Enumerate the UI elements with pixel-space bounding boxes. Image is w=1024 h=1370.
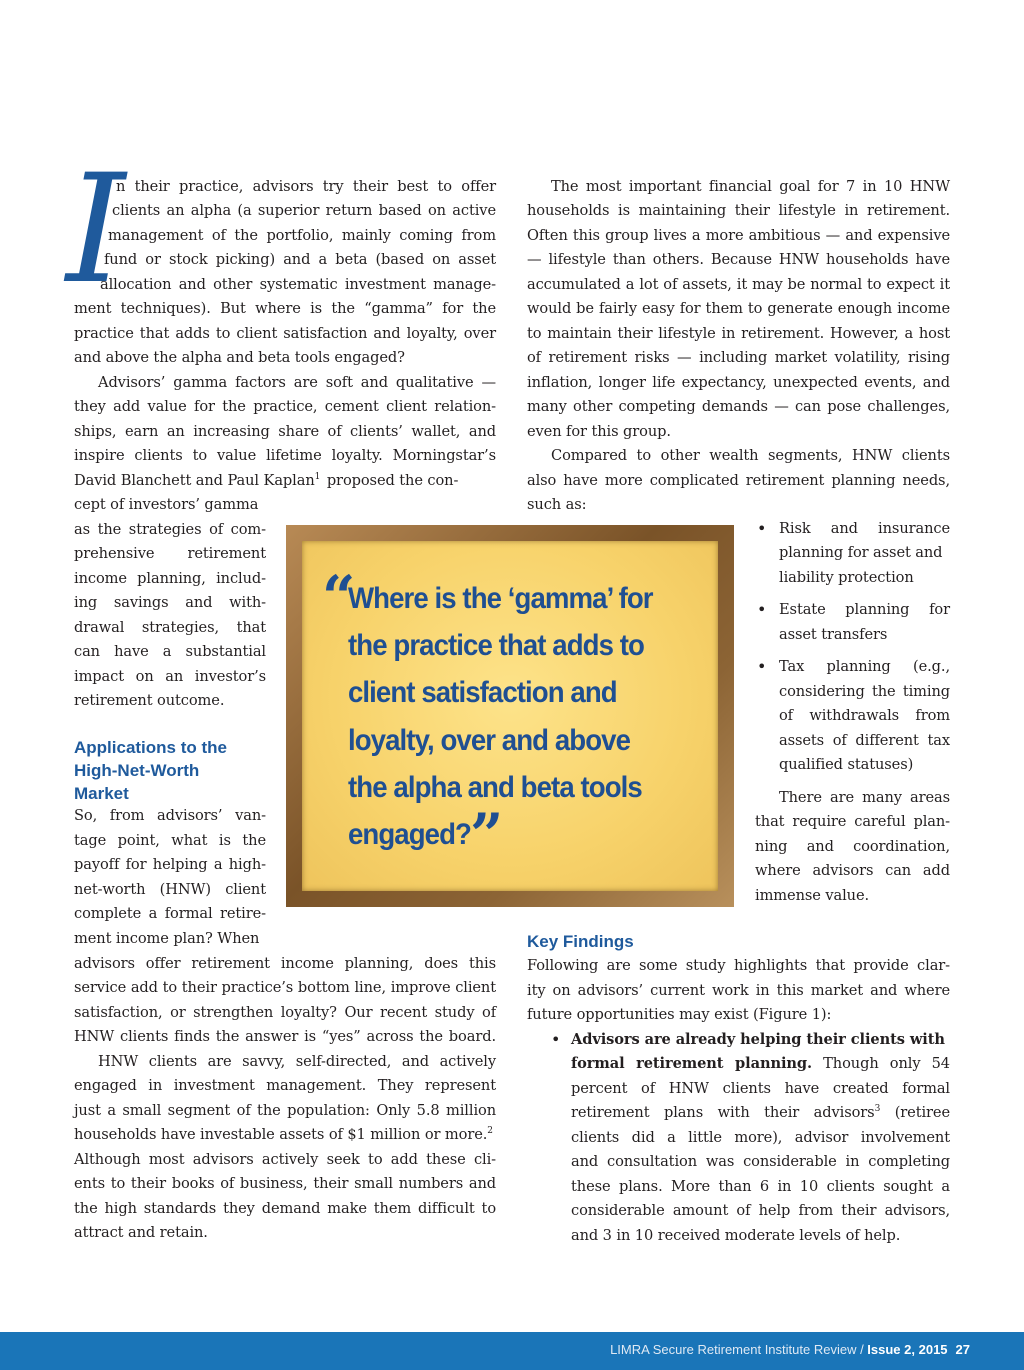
bullet-icon: • (551, 1030, 561, 1049)
page-number: 27 (955, 1342, 970, 1357)
text-line: accumulated a lot of assets, it may be normal to expect it (527, 276, 950, 293)
text-line: net-worth (HNW) client (74, 881, 266, 898)
text-line: ment income plan? When (74, 930, 260, 947)
text-line: even for this group. (527, 423, 671, 440)
text-line: So, from advisors’ van- (74, 807, 266, 824)
footer-bar (0, 1332, 1024, 1370)
text-line: many other competing demands — can pose challenges, (527, 398, 950, 415)
text-line: cept of investors’ gamma (74, 496, 259, 513)
text-line: Following are some study highlights that provide clar- (527, 957, 950, 974)
footnote-ref: 1 (314, 472, 321, 483)
text-line: and above the alpha and beta tools engaged? (74, 349, 405, 366)
pull-quote-line: loyalty, over and above (348, 724, 631, 757)
text-line: of withdrawals from (779, 707, 950, 724)
bullet-icon: • (757, 519, 767, 538)
text-line: considering the timing (779, 683, 950, 700)
bullet-icon: • (757, 657, 767, 676)
text-line: Risk and insurance (779, 520, 950, 537)
publication-name: LIMRA Secure Retirement Institute Review / (610, 1342, 868, 1357)
footer-citation (610, 1342, 970, 1357)
text-line: where advisors can add (755, 862, 950, 879)
text-line: fund or stock picking) and a beta (based on asset (104, 251, 496, 268)
text-line: Estate planning for (779, 601, 950, 618)
text-line: asset transfers (779, 626, 888, 643)
close-quote-mark: ” (470, 801, 504, 869)
text-line: would be fairly easy for them to generate enough income (527, 300, 950, 317)
text-line: Advisors are already helping their clients with (571, 1031, 945, 1048)
open-quote-mark: “ (322, 563, 356, 631)
text-line: attract and retain. (74, 1224, 208, 1241)
issue-label: Issue 2, 2015 (867, 1342, 948, 1357)
text-line: ity on advisors’ current work in this market and where (527, 982, 950, 999)
text-line: as the strategies of com- (74, 521, 266, 538)
text-line: management of the portfolio, mainly coming from (108, 227, 496, 244)
text-line: Advisors’ gamma factors are soft and qualitative — (98, 374, 496, 391)
text-line: considerable amount of help from their advisors, (571, 1202, 950, 1219)
text-line: The most important financial goal for 7 in 10 HNW (551, 178, 950, 195)
text-line: ning and coordination, (755, 838, 950, 855)
text-line: liability protection (779, 569, 914, 586)
section-heading: Applications to the High-Net-Worth Market (74, 738, 227, 803)
text-line: income planning, includ- (74, 570, 266, 587)
text-line: advisors offer retirement income planning, does this (74, 955, 496, 972)
bullet-icon: • (757, 600, 767, 619)
text-line: satisfaction, or strengthen loyalty? Our recent study of (74, 1004, 496, 1021)
section-heading: Key Findings (527, 932, 634, 951)
text-line: ing savings and with- (74, 594, 266, 611)
text-line: future opportunities may exist (Figure 1): (527, 1006, 832, 1023)
text-line: inflation, longer life expectancy, unexpected events, and (527, 374, 950, 391)
text-line: Compared to other wealth segments, HNW clients (551, 447, 950, 464)
text-line: ents to their books of business, their small numbers and (74, 1175, 496, 1192)
text-line: engaged in investment management. They represent (74, 1077, 496, 1094)
drop-cap: I (66, 143, 126, 317)
text-line: to maintain their lifestyle in retirement. However, a host (527, 325, 950, 342)
text-line: tage point, what is the (74, 832, 266, 849)
text-line: — lifestyle than others. Because HNW households have (527, 251, 950, 268)
text-line: HNW clients finds the answer is “yes” across the board. (74, 1028, 496, 1045)
text-line: planning for asset and (779, 544, 943, 561)
text-line: allocation and other systematic investment manage- (100, 276, 496, 293)
text-line: Tax planning (e.g., (779, 658, 950, 675)
text-line: and consultation was considerable in completing (571, 1153, 950, 1170)
text-line: that require careful plan- (755, 813, 950, 830)
text-line: and 3 in 10 received moderate levels of help. (571, 1227, 901, 1244)
text-line: drawal strategies, that (74, 619, 266, 636)
text-line: David Blanchett and Paul Kaplan$^1$ proposed the con- (74, 472, 459, 489)
text-line: prehensive retirement (74, 545, 266, 562)
text-line: n their practice, advisors try their best to offer (116, 178, 496, 195)
text-line: qualified statuses) (779, 756, 914, 773)
pull-quote-line: Where is the ‘gamma’ for (348, 582, 653, 615)
text-line: There are many areas (779, 789, 950, 806)
text-line: HNW clients are savvy, self-directed, and actively (98, 1053, 496, 1070)
text-line: the high standards they demand make them difficult to (74, 1200, 496, 1217)
text-line: payoff for helping a high- (74, 856, 266, 873)
text-line: assets of different tax (779, 732, 950, 749)
text-line: retirement plans with their advisors$^3$ (retiree (571, 1104, 950, 1121)
text-line: practice that adds to client satisfaction and loyalty, over (74, 325, 496, 342)
text-line: clients an alpha (a superior return based on active (112, 202, 496, 219)
text-line: households have investable assets of $1 million or more.$^2$ (74, 1126, 493, 1143)
text-line: percent of HNW clients have created formal (571, 1080, 950, 1097)
text-line: Although most advisors actively seek to add these cli- (74, 1151, 496, 1168)
pull-quote-line: client satisfaction and (348, 676, 617, 709)
text-line: formal retirement planning. Though only 54 (571, 1055, 950, 1072)
text-line: retirement outcome. (74, 692, 225, 709)
text-line: they add value for the practice, cement client relation- (74, 398, 496, 415)
footnote-ref: 2 (487, 1126, 493, 1137)
text-line: can have a substantial (74, 643, 266, 660)
text-line: such as: (527, 496, 587, 513)
text-line: these plans. More than 6 in 10 clients sought a (571, 1178, 950, 1195)
text-line: ment techniques). But where is the “gamma” for the (74, 300, 496, 317)
text-line: also have more complicated retirement planning needs, (527, 472, 950, 489)
text-line: Often this group lives a more ambitious — and expensive (527, 227, 950, 244)
pull-quote-line: the practice that adds to (348, 629, 644, 662)
text-line: households is maintaining their lifestyle in retirement. (527, 202, 950, 219)
footnote-ref: 3 (874, 1104, 881, 1115)
pull-quote-line: engaged? (348, 818, 471, 851)
text-line: service add to their practice’s bottom line, improve client (74, 979, 496, 996)
pull-quote-line: the alpha and beta tools (348, 771, 642, 804)
text-line: just a small segment of the population: Only 5.8 million (74, 1102, 496, 1119)
text-line: of retirement risks — including market volatility, rising (527, 349, 950, 366)
text-line: impact on an investor’s (74, 668, 266, 685)
text-line: immense value. (755, 887, 870, 904)
text-line: complete a formal retire- (74, 905, 266, 922)
text-line: inspire clients to value lifetime loyalty. Morningstar’s (74, 447, 496, 464)
text-line: ships, earn an increasing share of clients’ wallet, and (74, 423, 496, 440)
text-line: clients did a little more), advisor involvement (571, 1129, 950, 1146)
